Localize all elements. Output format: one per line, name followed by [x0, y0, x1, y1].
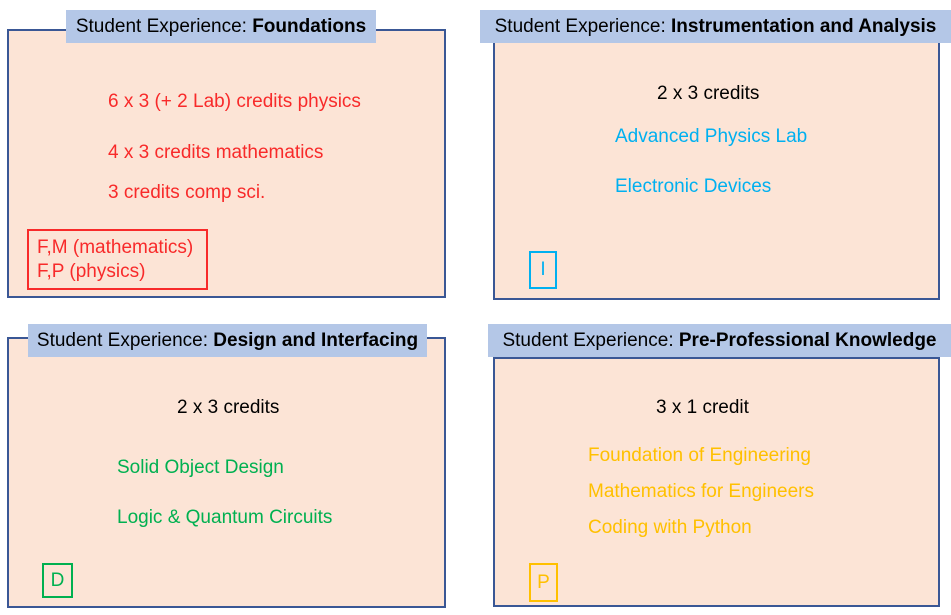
panel-title-design: [28, 324, 427, 357]
instrumentation-credits: 2 x 3 credits: [657, 83, 760, 104]
panel-instrumentation: [493, 40, 940, 300]
preprofessional-credits: 3 x 1 credit: [656, 397, 749, 418]
instrumentation-course-electronic-devices: Electronic Devices: [615, 176, 772, 197]
badge-letter: I: [540, 259, 546, 280]
foundations-line-physics: 6 x 3 (+ 2 Lab) credits physics: [108, 91, 361, 112]
title-prefix: Student Experience:: [494, 16, 672, 37]
foundations-line-mathematics: 4 x 3 credits mathematics: [108, 142, 324, 163]
badge-letter: D: [50, 569, 65, 591]
preprofessional-course-coding-with-python: Coding with Python: [588, 517, 752, 538]
title-prefix: Student Experience:: [36, 330, 214, 351]
title-prefix: Student Experience:: [75, 16, 253, 37]
preprofessional-course-foundation-of-engineering: Foundation of Engineering: [588, 445, 811, 466]
panel-title-preprofessional: [488, 324, 951, 357]
title-bold: Design and Interfacing: [213, 330, 419, 351]
panel-title-foundations: [66, 10, 376, 43]
title-prefix: Student Experience:: [502, 330, 679, 351]
design-course-logic-quantum-circuits: Logic & Quantum Circuits: [117, 507, 333, 528]
badge-letter: P: [537, 571, 550, 593]
instrumentation-letter-badge: [529, 251, 557, 289]
title-bold: Instrumentation and Analysis: [671, 16, 937, 37]
title-bold: Foundations: [252, 16, 367, 37]
instrumentation-course-advanced-physics-lab: Advanced Physics Lab: [615, 126, 808, 147]
design-credits: 2 x 3 credits: [177, 397, 280, 418]
preprofessional-course-mathematics-for-engineers: Mathematics for Engineers: [588, 481, 814, 502]
legend-line-mathematics: F,M (mathematics): [37, 237, 194, 258]
design-course-solid-object-design: Solid Object Design: [117, 457, 284, 478]
foundations-line-compsci: 3 credits comp sci.: [108, 182, 266, 203]
panel-title-instrumentation: [480, 10, 951, 43]
design-letter-badge: [42, 563, 73, 598]
foundations-legend-box: [27, 229, 208, 290]
title-bold: Pre-Professional Knowledge: [678, 330, 937, 351]
preprofessional-letter-badge: [529, 563, 558, 602]
legend-line-physics: F,P (physics): [37, 261, 146, 282]
